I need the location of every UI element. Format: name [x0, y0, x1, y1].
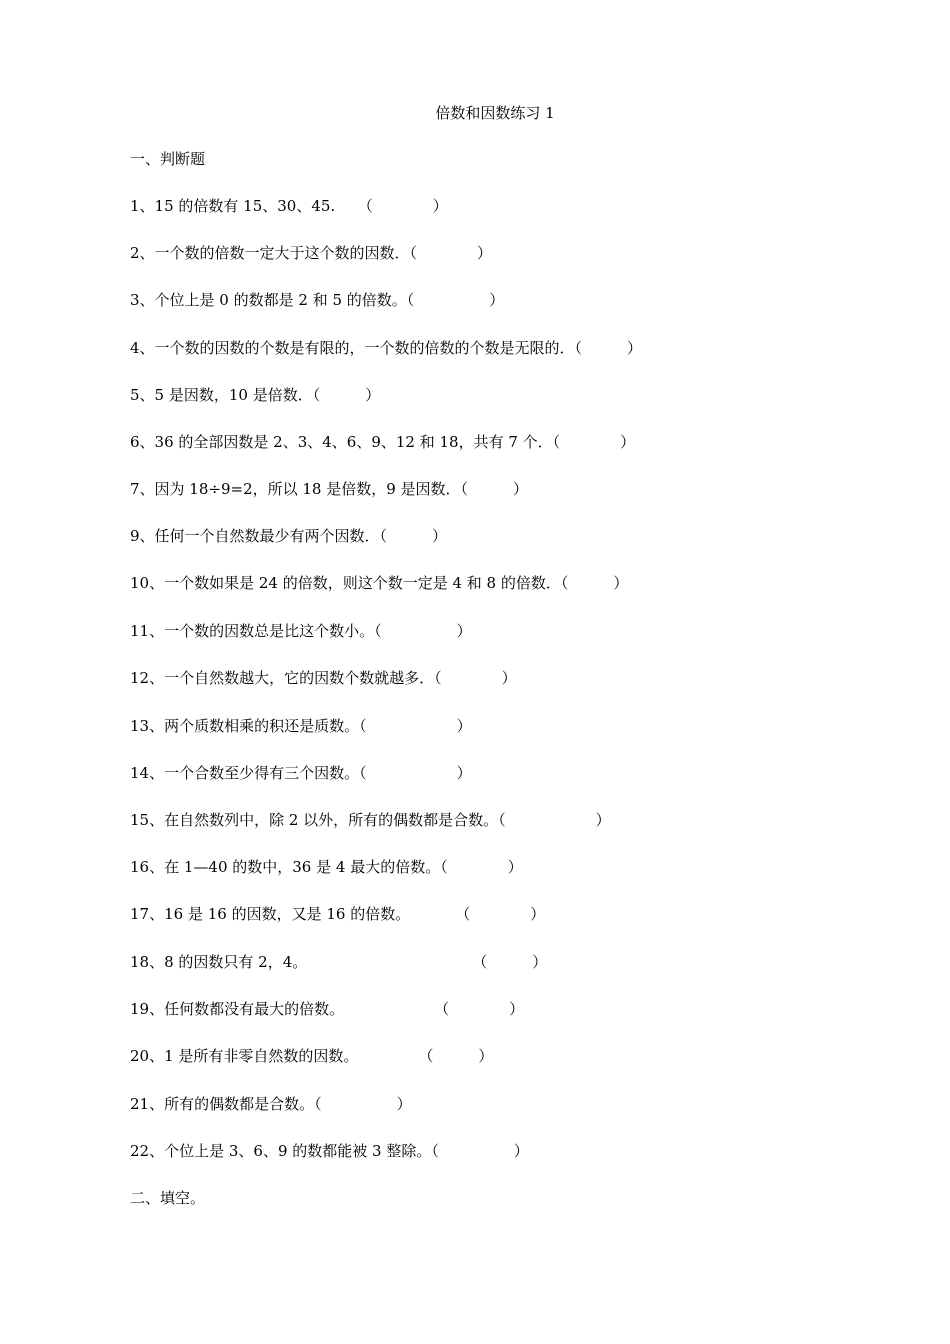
question-4: 4、一个数的因数的个数是有限的，一个数的倍数的个数是无限的．（ ）	[130, 339, 643, 357]
section-heading-judgement: 一、判断题	[130, 150, 206, 168]
question-14: 14、一个合数至少得有三个因数。（ ）	[130, 764, 472, 782]
question-17: 17、16 是 16 的因数，又是 16 的倍数。 （ ）	[130, 905, 546, 923]
question-2: 2、一个数的倍数一定大于这个数的因数．（ ）	[130, 244, 493, 262]
section-heading-fill-in: 二、填空。	[130, 1189, 206, 1207]
page-title: 倍数和因数练习 1	[435, 104, 555, 122]
question-12: 12、一个自然数越大，它的因数个数就越多．（ ）	[130, 669, 517, 687]
question-9: 9、任何一个自然数最少有两个因数．（ ）	[130, 527, 448, 545]
question-5: 5、5 是因数，10 是倍数．（ ）	[130, 386, 381, 404]
question-16: 16、在 1—40 的数中，36 是 4 最大的倍数。（ ）	[130, 858, 523, 876]
question-7: 7、因为 18÷9=2，所以 18 是倍数，9 是因数．（ ）	[130, 480, 529, 498]
question-18: 18、8 的因数只有 2，4。 （ ）	[130, 953, 548, 971]
question-20: 20、1 是所有非零自然数的因数。 （ ）	[130, 1047, 494, 1065]
question-22: 22、个位上是 3、6、9 的数都能被 3 整除。（ ）	[130, 1142, 529, 1160]
question-13: 13、两个质数相乘的积还是质数。（ ）	[130, 717, 472, 735]
question-19: 19、任何数都没有最大的倍数。 （ ）	[130, 1000, 525, 1018]
question-1: 1、15 的倍数有 15、30、45. （ ）	[130, 197, 448, 215]
question-15: 15、在自然数列中，除 2 以外，所有的偶数都是合数。（ ）	[130, 811, 611, 829]
question-21: 21、所有的偶数都是合数。（ ）	[130, 1095, 412, 1113]
question-6: 6、36 的全部因数是 2、3、4、6、9、12 和 18，共有 7 个．（ ）	[130, 433, 636, 451]
question-10: 10、一个数如果是 24 的倍数，则这个数一定是 4 和 8 的倍数．（ ）	[130, 574, 629, 592]
question-11: 11、一个数的因数总是比这个数小。（ ）	[130, 622, 472, 640]
question-3: 3、个位上是 0 的数都是 2 和 5 的倍数。（ ）	[130, 291, 505, 309]
